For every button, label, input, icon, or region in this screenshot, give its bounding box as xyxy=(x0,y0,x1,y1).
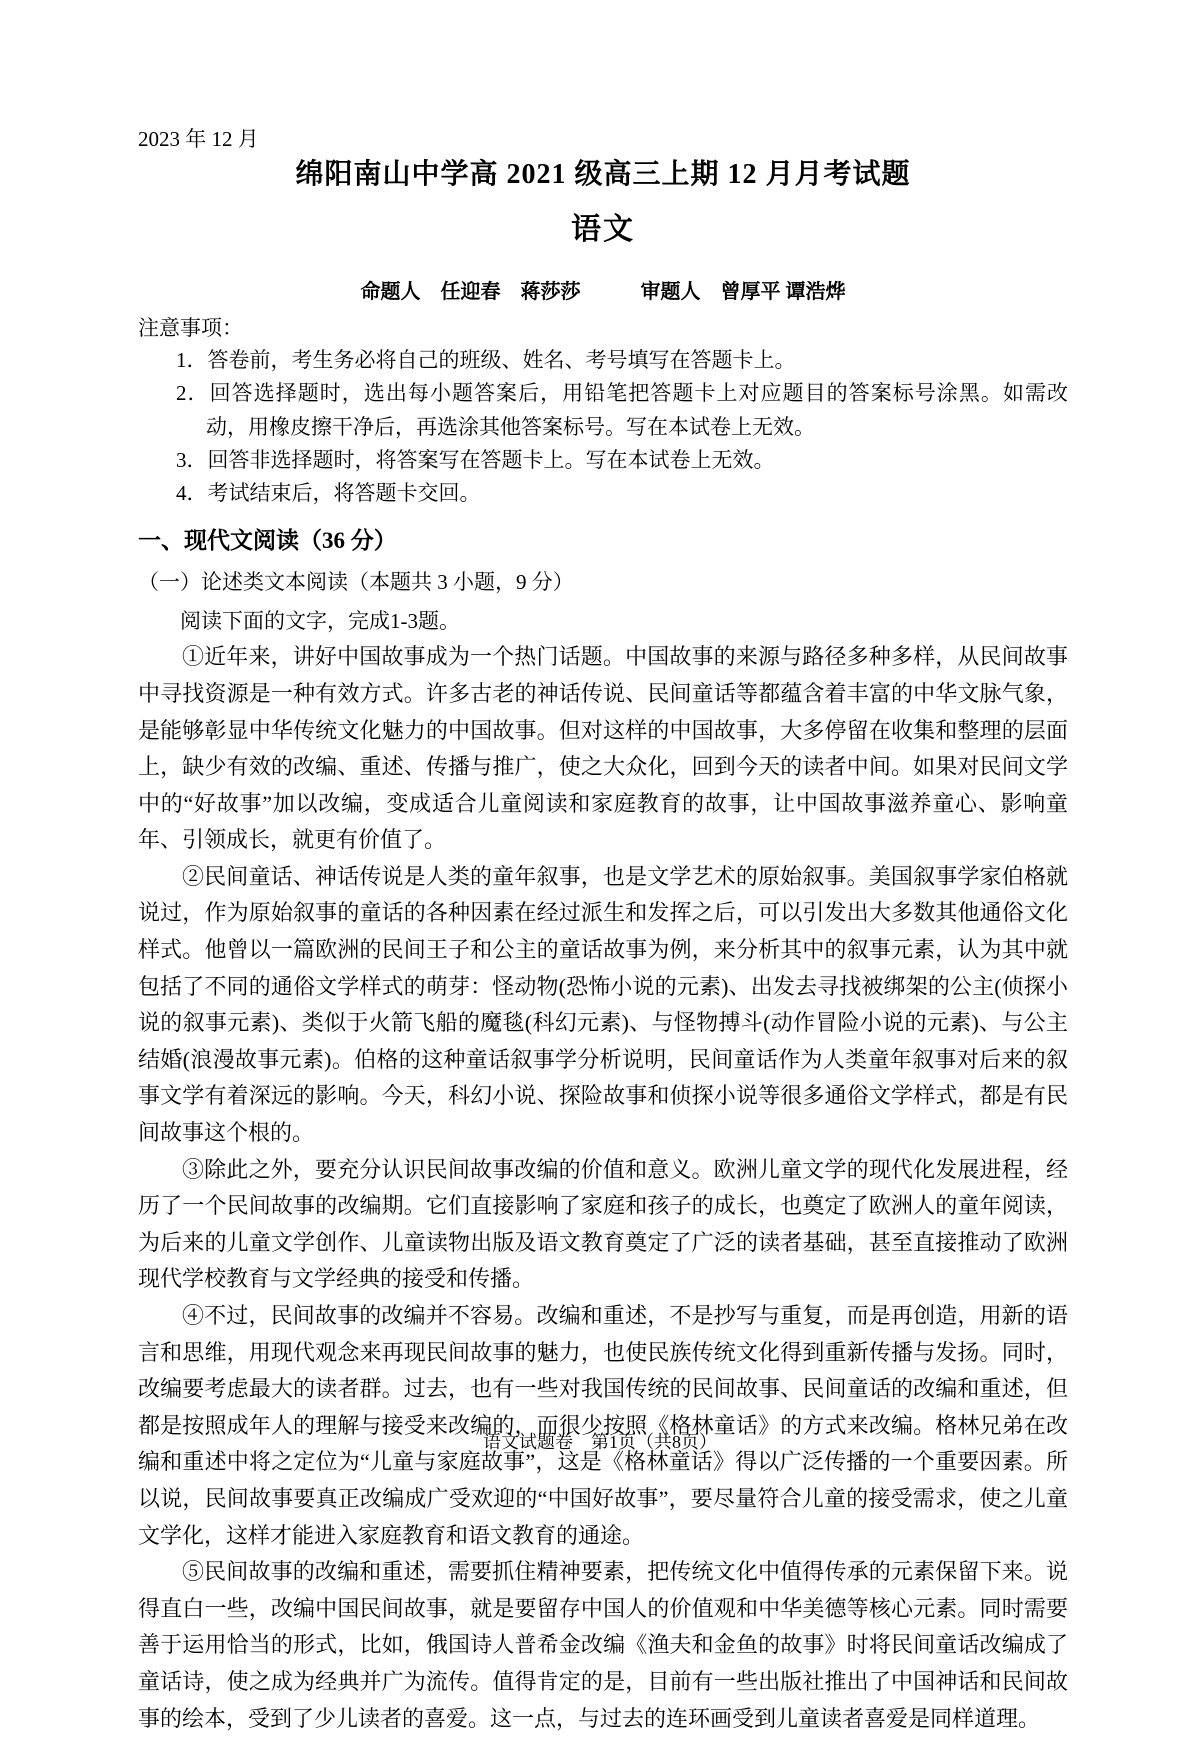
reading-passage xyxy=(138,639,1068,1737)
notice-item-4: 4．考试结束后，将答题卡交回。 xyxy=(176,480,481,505)
notice-list xyxy=(176,344,1068,510)
paragraph-3: ③除此之外，要充分认识民间故事改编的价值和意义。欧洲儿童文学的现代化发展进程，经历了一个民间故事的改编期。它们直接影响了家庭和孩子的成长，也奠定了欧洲人的童年阅读，为后来的儿童文学创作、儿童读物出版及语文教育奠定了广泛的读者基础，甚至直接推动了欧洲现代学校教育与文学经典的接受和传播。 xyxy=(138,1156,1068,1292)
notice-section xyxy=(138,313,1068,510)
paragraph-1: ①近年来，讲好中国故事成为一个热门话题。中国故事的来源与路径多种多样，从民间故事中寻找资源是一种有效方式。许多古老的神话传说、民间童话等都蕴含着丰富的中华文脉气象，是能够彰显中华传统文化魅力的中国故事。但对这样的中国故事，大多停留在收集和整理的层面上，缺少有效的改编、重述、传播与推广，使之大众化，回到今天的读者中间。如果对民间文学中的“好故事”加以改编，变成适合儿童阅读和家庭教育的故事，让中国故事滋养童心、影响童年、引领成长，就更有价值了。 xyxy=(138,644,1068,853)
section-heading: 一、现代文阅读（36 分） xyxy=(138,528,397,554)
notice-item-1: 1．答卷前，考生务必将自己的班级、姓名、考号填写在答题卡上。 xyxy=(176,348,796,373)
exam-subject-title: 语文 xyxy=(571,212,635,246)
paragraph-2: ②民间童话、神话传说是人类的童年叙事，也是文学艺术的原始叙事。美国叙事学家伯格就说过，作为原始叙事的童话的各种因素在经过派生和发挥之后，可以引发出大多数其他通俗文化样式。他曾以一篇欧洲的民间王子和公主的童话故事为例，来分析其中的叙事元素，认为其中就包括了不同的通俗文学样式的萌芽：怪动物(恐怖小说的元素)、出发去寻找被绑架的公主(侦探小说的叙事元素)、类似于火箭飞船的魔毯(科幻元素)、与怪物搏斗(动作冒险小说的元素)、与公主结婚(浪漫故事元素)。伯格的这种童话叙事学分析说明，民间童话作为人类童年叙事对后来的叙事文学有着深远的影响。今天，科幻小说、探险故事和侦探小说等很多通俗文学样式，都是有民间故事这个根的。 xyxy=(138,863,1068,1146)
notice-item-2: 2．回答选择题时，选出每小题答案后，用铅笔把答题卡上对应题目的答案标号涂黑。如需改动，用橡皮擦干净后，再选涂其他答案标号。写在本试卷上无效。 xyxy=(176,381,1068,439)
reading-instruction: 阅读下面的文字，完成1-3题。 xyxy=(180,608,460,633)
exam-date: 2023 年 12 月 xyxy=(138,127,259,151)
paragraph-4: ④不过，民间故事的改编并不容易。改编和重述，不是抄写与重复，而是再创造，用新的语言和思维，用现代观念来再现民间故事的魅力，也使民族传统文化得到重新传播与发扬。同时，改编要考虑最大的读者群。过去，也有一些对我国传统的民间故事、民间童话的改编和重述，但都是按照成年人的理解与接受来改编的，而很少按照《格林童话》的方式来改编。格林兄弟在改编和重述中将之定位为“儿童与家庭故事”，这是《格林童话》得以广泛传播的一个重要因素。所以说，民间故事要真正改编成广受欢迎的“中国好故事”，要尽量符合儿童的接受需求，使之儿童文学化，这样才能进入家庭教育和语文教育的通途。 xyxy=(138,1303,1068,1548)
section-subheading: （一）论述类文本阅读（本题共 3 小题，9 分） xyxy=(138,570,574,595)
notice-label: 注意事项： xyxy=(138,315,243,340)
paragraph-5: ⑤民间故事的改编和重述，需要抓住精神要素，把传统文化中值得传承的元素保留下来。说得直白一些，改编中国民间故事，就是要留存中国人的价值观和中华美德等核心元素。同时需要善于运用恰当的形式，比如，俄国诗人普希金改编《渔夫和金鱼的故事》时将民间童话改编成了童话诗，使之成为经典并广为流传。值得肯定的是，目前有一些出版社推出了中国神话和民间故事的绘本，受到了少儿读者的喜爱。这一点，与过去的连环画受到儿童读者喜爱是同样道理。 xyxy=(138,1559,1068,1731)
exam-title: 绵阳南山中学高 2021 级高三上期 12 月月考试题 xyxy=(295,159,911,191)
notice-item-3: 3．回答非选择题时，将答案写在答题卡上。写在本试卷上无效。 xyxy=(176,447,775,472)
page-footer: 语文试题卷 第1页（共8页） xyxy=(483,1432,717,1452)
authors-line: 命题人 任迎春 蒋莎莎 审题人 曾厚平 谭浩烨 xyxy=(360,280,846,303)
